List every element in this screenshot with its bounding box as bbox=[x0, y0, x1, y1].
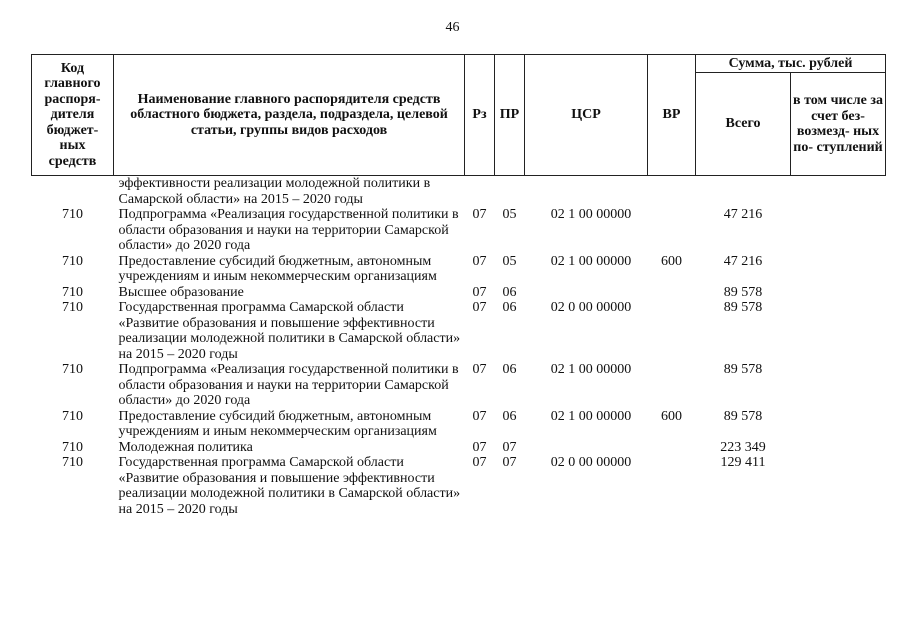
cell-rz: 07 bbox=[472, 362, 487, 377]
cell-incl bbox=[791, 285, 886, 301]
cell-csr: 02 0 00 00000 bbox=[550, 300, 632, 315]
table-row bbox=[32, 285, 886, 301]
table-row bbox=[32, 176, 886, 208]
budget-table bbox=[31, 54, 886, 517]
cell-pr: 07 bbox=[502, 439, 517, 455]
header-total: Всего bbox=[696, 73, 791, 176]
cell-rz: 07 bbox=[472, 408, 487, 424]
cell-vr bbox=[648, 440, 696, 456]
cell-total: 89 578 bbox=[723, 408, 763, 424]
cell-vr: 600 bbox=[661, 408, 682, 424]
table-body bbox=[32, 176, 886, 518]
cell-code: 710 bbox=[62, 408, 83, 424]
cell-name: Государственная программа Самарской области «Развитие образования и повышение эффективности реализации молодежной политики в Самарской области» на 2015 – 2020 годы bbox=[118, 300, 461, 362]
cell-pr: 06 bbox=[502, 408, 517, 424]
cell-incl bbox=[791, 300, 886, 362]
header-pr: ПР bbox=[495, 55, 525, 176]
cell-total: 89 578 bbox=[723, 362, 763, 377]
header-code: Код главного распоря- дителя бюджет- ных средств bbox=[32, 55, 114, 176]
cell-incl bbox=[791, 455, 886, 517]
cell-pr: 06 bbox=[502, 362, 517, 377]
cell-rz: 07 bbox=[472, 455, 487, 470]
cell-code: 710 bbox=[62, 253, 83, 269]
header-name: Наименование главного распорядителя средств областного бюджета, раздела, подраздела, целевой статьи, группы видов расходов bbox=[114, 55, 465, 176]
cell-incl bbox=[791, 362, 886, 409]
cell-csr: 02 1 00 00000 bbox=[550, 207, 632, 222]
table-row bbox=[32, 300, 886, 362]
cell-pr: 06 bbox=[502, 300, 517, 315]
cell-total: 129 411 bbox=[720, 455, 766, 470]
cell-rz: 07 bbox=[472, 253, 487, 269]
cell-csr bbox=[525, 440, 648, 456]
table-row bbox=[32, 362, 886, 409]
cell-incl bbox=[791, 207, 886, 254]
cell-code: 710 bbox=[62, 455, 83, 470]
cell-incl bbox=[791, 254, 886, 285]
cell-incl bbox=[791, 176, 886, 208]
cell-total bbox=[696, 176, 791, 208]
cell-code: 710 bbox=[62, 439, 83, 455]
table-row bbox=[32, 455, 886, 517]
cell-csr: 02 1 00 00000 bbox=[550, 408, 632, 424]
cell-total: 89 578 bbox=[723, 284, 763, 300]
cell-incl bbox=[791, 440, 886, 456]
cell-name: Подпрограмма «Реализация государственной политики в области образования и науки на территории Самарской области» до 2020 года bbox=[118, 207, 459, 253]
cell-rz: 07 bbox=[472, 300, 487, 315]
cell-vr bbox=[648, 285, 696, 301]
cell-csr bbox=[525, 176, 648, 208]
cell-total: 47 216 bbox=[723, 253, 763, 269]
cell-csr: 02 1 00 00000 bbox=[550, 362, 632, 377]
cell-name: Высшее образование bbox=[118, 284, 244, 300]
cell-total: 89 578 bbox=[723, 300, 763, 315]
table-row bbox=[32, 409, 886, 440]
table-row bbox=[32, 254, 886, 285]
cell-code bbox=[32, 176, 114, 208]
cell-rz bbox=[465, 176, 495, 208]
cell-name: Подпрограмма «Реализация государственной политики в области образования и науки на территории Самарской области» до 2020 года bbox=[118, 362, 459, 408]
cell-name: Молодежная политика bbox=[118, 439, 253, 455]
cell-name: Предоставление субсидий бюджетным, автономным учреждениям и иным некоммерческим организациям bbox=[118, 253, 437, 284]
cell-csr bbox=[525, 285, 648, 301]
cell-rz: 07 bbox=[472, 439, 487, 455]
cell-name: эффективности реализации молодежной политики в Самарской области» на 2015 – 2020 годы bbox=[118, 176, 431, 207]
cell-pr: 05 bbox=[502, 253, 517, 269]
cell-code: 710 bbox=[62, 362, 83, 377]
cell-vr: 600 bbox=[661, 253, 682, 269]
cell-pr: 05 bbox=[502, 207, 517, 222]
cell-pr bbox=[495, 176, 525, 208]
cell-code: 710 bbox=[62, 300, 83, 315]
header-vr: ВР bbox=[648, 55, 696, 176]
cell-total: 223 349 bbox=[720, 439, 766, 455]
header-sum: Сумма, тыс. рублей bbox=[696, 55, 886, 73]
cell-total: 47 216 bbox=[723, 207, 763, 222]
table-row bbox=[32, 207, 886, 254]
cell-vr bbox=[648, 455, 696, 517]
cell-rz: 07 bbox=[472, 284, 487, 300]
cell-code: 710 bbox=[62, 284, 83, 300]
cell-rz: 07 bbox=[472, 207, 487, 222]
cell-incl bbox=[791, 409, 886, 440]
cell-pr: 07 bbox=[502, 455, 517, 470]
table-header bbox=[32, 55, 886, 176]
cell-vr bbox=[648, 176, 696, 208]
table-row bbox=[32, 440, 886, 456]
cell-pr: 06 bbox=[502, 284, 517, 300]
page-number: 46 bbox=[445, 20, 460, 35]
cell-name: Предоставление субсидий бюджетным, автономным учреждениям и иным некоммерческим организациям bbox=[118, 408, 437, 439]
cell-name: Государственная программа Самарской области «Развитие образования и повышение эффективности реализации молодежной политики в Самарской области» на 2015 – 2020 годы bbox=[118, 455, 461, 517]
header-rz: Рз bbox=[465, 55, 495, 176]
header-csr: ЦСР bbox=[525, 55, 648, 176]
header-incl: в том числе за счет без- возмезд- ных по- ступлений bbox=[791, 73, 886, 176]
cell-vr bbox=[648, 300, 696, 362]
cell-csr: 02 0 00 00000 bbox=[550, 455, 632, 470]
cell-code: 710 bbox=[62, 207, 83, 222]
cell-vr bbox=[648, 362, 696, 409]
cell-csr: 02 1 00 00000 bbox=[550, 253, 632, 269]
cell-vr bbox=[648, 207, 696, 254]
